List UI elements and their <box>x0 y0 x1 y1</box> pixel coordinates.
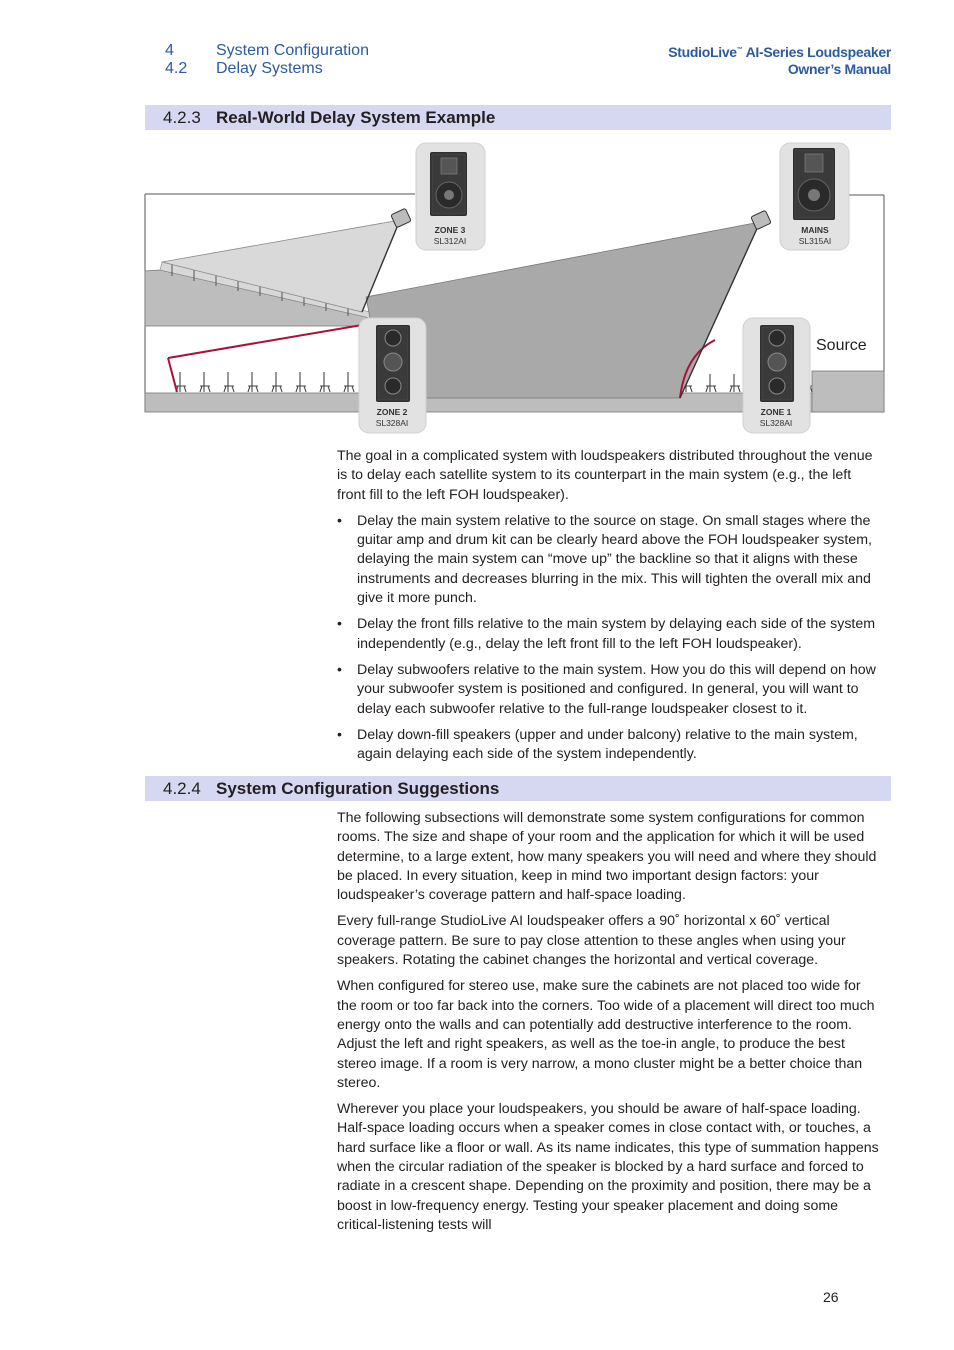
section-heading-4-2-4 <box>145 776 891 801</box>
delay-bullet-list <box>337 512 882 765</box>
mains-callout <box>780 143 849 250</box>
section-heading-number: 4.2.3 <box>163 108 201 127</box>
chapter-number: 4 <box>165 42 174 59</box>
zone3-model: SL312AI <box>433 236 467 246</box>
product-name <box>668 42 891 61</box>
section-heading-title: System Configuration Suggestions <box>216 779 500 798</box>
manual-header <box>668 42 891 78</box>
product-name-part2: AI-Series Loudspeaker <box>742 44 891 60</box>
zone2-fill-line <box>168 325 362 358</box>
section-row <box>165 60 369 78</box>
zone1-callout <box>743 318 810 433</box>
section-heading-4-2-3 <box>145 105 891 130</box>
delay-system-diagram <box>140 140 891 440</box>
zone3-name: ZONE 3 <box>434 225 466 235</box>
section-heading-number: 4.2.4 <box>163 779 201 798</box>
section-heading-title: Real-World Delay System Example <box>216 108 496 127</box>
section-number: 4.2 <box>165 60 188 77</box>
zone2-fill-edge <box>168 358 177 392</box>
product-name-part1: StudioLive <box>668 44 737 60</box>
intro-paragraph: The goal in a complicated system with loudspeakers distributed throughout the venue is to delay each satellite system to its counterpart in the main system (e.g., the left front fill to the left FOH loudspeaker). <box>337 448 873 503</box>
source-label: Source <box>816 337 867 354</box>
page-number: 26 <box>823 1289 839 1305</box>
zone1-name: ZONE 1 <box>760 407 792 417</box>
body-paragraph: Wherever you place your loudspeakers, you should be aware of half-space loading. Half-space loading occurs when a speaker comes in close contact with, or touches, a hard surface like a floor or wall. As its name indicates, this type of summation happens when the circular radiation of the speaker is blocked by a hard surface and forced to radiate in a crescent shape. Depending on the proximity and position, there may be a boost in low-frequency energy. Testing your speaker placement and doing some critical-listening tests will <box>337 1101 879 1233</box>
body-paragraph: Every full-range StudioLive AI loudspeaker offers a 90˚ horizontal x 60˚ vertical coverage pattern. Be sure to pay close attention to these angles when using your speakers. Rotating the cabinet changes the horizontal and vertical coverage. <box>337 913 846 969</box>
chapter-header <box>165 42 369 78</box>
manual-title: Owner’s Manual <box>787 61 891 77</box>
mains-name: MAINS <box>801 225 829 235</box>
chapter-row <box>165 42 369 60</box>
zone3-callout <box>416 143 485 250</box>
configuration-suggestions-text <box>337 809 882 1242</box>
bullet-item: • Delay subwoofers relative to the main system. How you do this will depend on how your subwoofer system is positioned and configured. In general, you will want to delay each subwoofer relative to the full-range loudspeaker closest to it. <box>337 661 882 719</box>
chapter-title: System Configuration <box>216 42 369 59</box>
section-title: Delay Systems <box>216 60 323 77</box>
delay-example-text <box>337 447 882 771</box>
bullet-item: • Delay the main system relative to the source on stage. On small stages where the guitar amp and drum kit can be clearly heard above the FOH loudspeaker system, delaying the main system can “move up” the backline so that it aligns with these instruments and decreases blurring in the mix. This will tighten the overall mix and give it more punch. <box>337 512 882 608</box>
body-paragraph: The following subsections will demonstrate some system configurations for common rooms. The size and shape of your room and the application for which it will be used determine, to a large extent, how many speakers you will need and where they should be placed. In every situation, keep in mind two important design factors: your loudspeaker’s coverage pattern and half-space loading. <box>337 810 877 904</box>
zone2-callout <box>359 318 426 433</box>
zone1-model: SL328AI <box>759 418 793 428</box>
bullet-item: • Delay the front fills relative to the main system by delaying each side of the system independently (e.g., delay the left front fill to the left FOH loudspeaker). <box>337 615 882 654</box>
trademark-symbol: ™ <box>736 47 743 53</box>
mains-model: SL315AI <box>798 236 832 246</box>
zone2-model: SL328AI <box>375 418 409 428</box>
bullet-item: • Delay down-fill speakers (upper and under balcony) relative to the main system, again delaying each side of the system independently. <box>337 726 882 765</box>
zone2-name: ZONE 2 <box>376 407 408 417</box>
body-paragraph: When configured for stereo use, make sure the cabinets are not placed too wide for the room or too far back into the corners. Too wide of a placement will direct too much energy onto the walls and can potentially add destructive interference to the room. Adjust the left and right speakers, as well as the toe-in angle, to produce the best stereo image. If a room is very narrow, a mono cluster might be a better choice than stereo. <box>337 978 875 1091</box>
